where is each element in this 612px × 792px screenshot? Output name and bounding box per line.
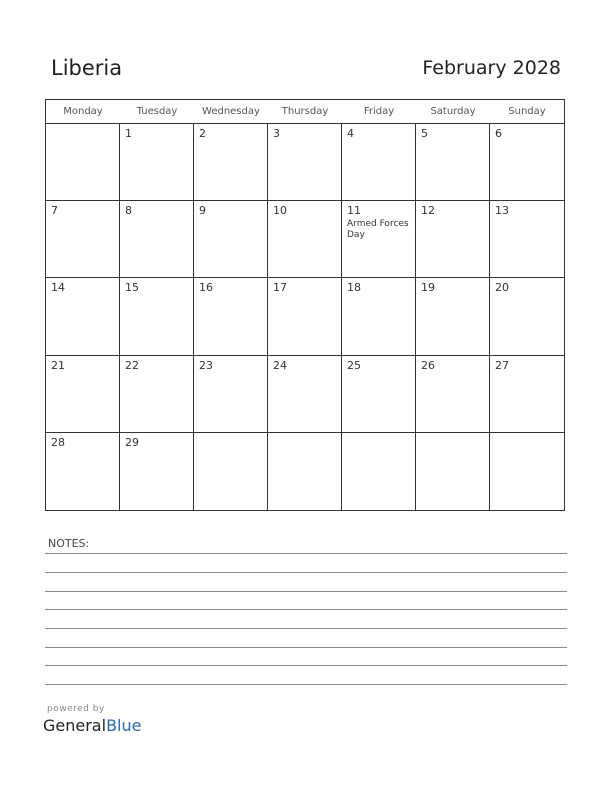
- notes-line: [45, 628, 567, 629]
- day-cell[interactable]: [194, 201, 268, 278]
- day-cell[interactable]: [490, 278, 564, 355]
- day-cell[interactable]: [268, 124, 342, 201]
- brand-logo[interactable]: [43, 716, 141, 735]
- day-number: 22: [125, 358, 139, 372]
- notes-line: [45, 572, 567, 573]
- day-number: 3: [273, 127, 280, 140]
- day-number: 11: [347, 204, 361, 218]
- notes-line: [45, 553, 567, 554]
- weekday-header: Monday: [46, 100, 120, 124]
- day-number: 15: [125, 281, 139, 295]
- weekday-header: Friday: [342, 100, 416, 124]
- day-cell[interactable]: [120, 201, 194, 278]
- day-cell[interactable]: [416, 124, 490, 201]
- day-cell[interactable]: [342, 201, 416, 278]
- weekday-header: Tuesday: [120, 100, 194, 124]
- notes-label: NOTES:: [48, 537, 90, 550]
- day-cell[interactable]: [490, 201, 564, 278]
- day-number: 2: [199, 127, 206, 140]
- day-number: 26: [421, 358, 435, 372]
- day-number: 18: [347, 281, 361, 295]
- day-number: 24: [273, 358, 287, 372]
- notes-line: [45, 684, 567, 685]
- weekday-header: Wednesday: [194, 100, 268, 124]
- holiday-label: Armed Forces Day: [347, 219, 409, 241]
- day-cell[interactable]: [490, 433, 564, 510]
- day-cell[interactable]: [268, 356, 342, 433]
- day-cell[interactable]: [46, 433, 120, 510]
- day-cell[interactable]: [490, 356, 564, 433]
- day-number: 28: [51, 435, 65, 449]
- day-number: 21: [51, 358, 65, 372]
- day-cell[interactable]: [194, 433, 268, 510]
- day-cell[interactable]: [194, 356, 268, 433]
- day-cell[interactable]: [268, 433, 342, 510]
- day-cell[interactable]: [416, 278, 490, 355]
- day-number: 14: [51, 281, 65, 295]
- day-number: 29: [125, 435, 139, 449]
- weekday-header: Saturday: [416, 100, 490, 124]
- day-number: 27: [495, 358, 509, 372]
- day-cell[interactable]: [342, 433, 416, 510]
- day-cell[interactable]: [342, 278, 416, 355]
- day-number: 23: [199, 358, 213, 372]
- weekday-header: Thursday: [268, 100, 342, 124]
- day-number: 17: [273, 281, 287, 295]
- day-cell[interactable]: [268, 278, 342, 355]
- day-cell[interactable]: [46, 278, 120, 355]
- notes-line: [45, 609, 567, 610]
- day-number: 1: [125, 127, 132, 140]
- day-number: 12: [421, 204, 435, 218]
- day-cell[interactable]: [490, 124, 564, 201]
- notes-line: [45, 665, 567, 666]
- day-number: 9: [199, 204, 206, 218]
- day-cell[interactable]: [120, 356, 194, 433]
- day-cell[interactable]: [268, 201, 342, 278]
- month-title: February 2028: [422, 57, 561, 79]
- notes-line: [45, 591, 567, 592]
- day-cell[interactable]: [120, 124, 194, 201]
- day-cell[interactable]: [342, 356, 416, 433]
- day-cell[interactable]: [120, 278, 194, 355]
- calendar-grid: [45, 99, 565, 511]
- day-number: 19: [421, 281, 435, 295]
- day-cell[interactable]: [194, 124, 268, 201]
- day-number: 10: [273, 204, 287, 218]
- day-cell[interactable]: [416, 201, 490, 278]
- day-number: 13: [495, 204, 509, 218]
- weekday-header: Sunday: [490, 100, 564, 124]
- day-cell[interactable]: [416, 433, 490, 510]
- day-number: 5: [421, 127, 428, 140]
- country-title: Liberia: [51, 56, 123, 80]
- brand-general: General: [43, 716, 107, 735]
- day-cell[interactable]: [46, 124, 120, 201]
- day-cell[interactable]: [416, 356, 490, 433]
- day-number: 4: [347, 127, 354, 140]
- day-number: 7: [51, 204, 58, 218]
- brand-blue: Blue: [106, 716, 142, 735]
- day-cell[interactable]: [120, 433, 194, 510]
- day-cell[interactable]: [342, 124, 416, 201]
- day-cell[interactable]: [46, 356, 120, 433]
- day-number: 16: [199, 281, 213, 295]
- day-number: 20: [495, 281, 509, 295]
- day-number: 8: [125, 204, 132, 218]
- notes-line: [45, 647, 567, 648]
- day-number: 25: [347, 358, 361, 372]
- day-cell[interactable]: [46, 201, 120, 278]
- day-cell[interactable]: [194, 278, 268, 355]
- powered-by: powered by: [47, 704, 105, 714]
- day-number: 6: [495, 127, 502, 140]
